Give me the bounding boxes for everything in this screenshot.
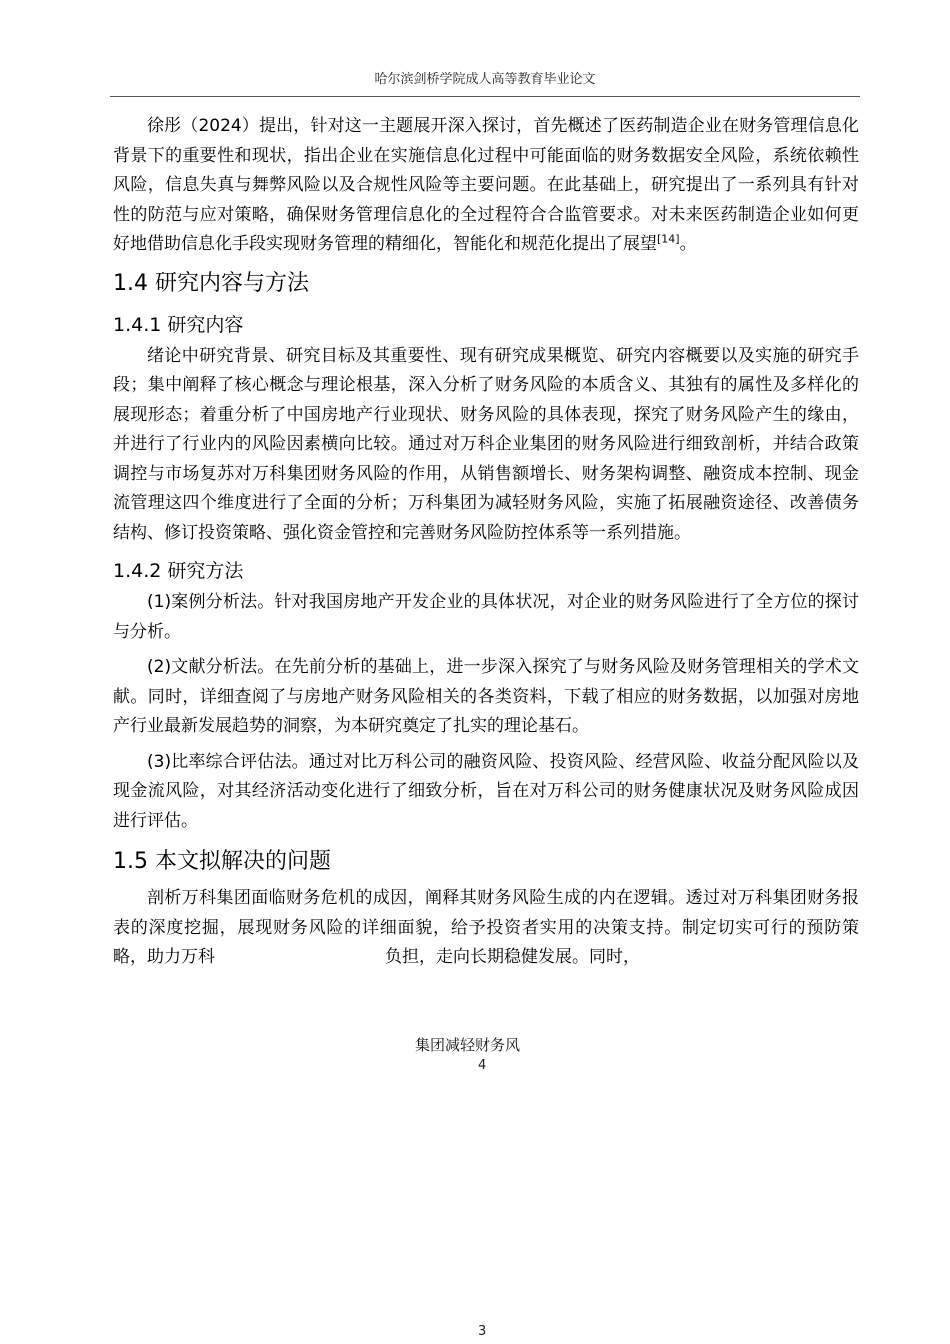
section-1-4-2-title: 1.4.2 研究方法	[113, 560, 244, 582]
research-content-paragraph: 绪论中研究背景、研究目标及其重要性、现有研究成果概览、研究内容概要以及实施的研究手段；集中阐释了核心概念与理论根基，深入分析了财务风险的本质含义、其独有的属性及多样化的展现形态；着重分析了中国房地产行业现状、财务风险的具体表现，探究了财务风险产生的缘由，并进行了行业内的风险因素横向比较。通过对万科企业集团的财务风险进行细致剖析，并结合政策调控与市场复苏对万科集团财务风险的作用，从销售额增长、财务架构调整、融资成本控制、现金流管理这四个维度进行了全面的分析；万科集团为减轻财务风险，实施了拓展融资途径、改善债务结构、修订投资策略、强化资金管控和完善财务风险防控体系等一系列措施。	[113, 345, 859, 543]
inner-page-number: 4	[478, 1058, 487, 1073]
citation-ref: [14]	[657, 232, 680, 246]
document-body	[113, 112, 859, 973]
intro-paragraph	[113, 112, 859, 260]
page-header: 哈尔滨剑桥学院成人高等教育毕业论文	[374, 72, 596, 87]
section-1-5-title: 1.5 本文拟解决的问题	[113, 849, 331, 874]
page-number: 3	[478, 1324, 487, 1339]
section-1-4-1-title: 1.4.1 研究内容	[113, 313, 244, 336]
intro-text: 徐彤（2024）提出，针对这一主题展开深入探讨，首先概述了医药制造企业在财务管理信息化背景下的重要性和现状，指出企业在实施信息化过程中可能面临的财务数据安全风险，系统依赖性风险，信息失真与舞弊风险以及合规性风险等主要问题。在此基础上，研究提出了一系列具有针对性的防范与应对策略，确保财务管理信息化的全过程符合合监管要求。对未来医药制造企业如何更好地借助信息化手段实现财务管理的精细化，智能化和规范化提出了展望	[113, 116, 859, 254]
header-rule	[110, 96, 860, 97]
method-ratio-evaluation: (3)比率综合评估法。通过对比万科公司的融资风险、投资风险、经营风险、收益分配风险以及现金流风险，对其经济活动变化进行了细致分析，旨在对万科公司的财务健康状况及财务风险成因进行评估。	[113, 751, 859, 831]
problems-paragraph: 剖析万科集团面临财务危机的成因，阐释其财务风险生成的内在逻辑。透过对万科集团财务报表的深度挖掘，展现财务风险的详细面貌，给予投资者实用的决策支持。制定切实可行的预防策略，助力万科 负担，走向长期稳健发展。同时，	[113, 888, 859, 967]
overflow-text-fragment: 集团减轻财务风	[415, 1036, 521, 1054]
intro-end: 。	[679, 234, 697, 254]
method-case-analysis: (1)案例分析法。针对我国房地产开发企业的具体状况，对企业的财务风险进行了全方位的探讨与分析。	[113, 592, 859, 642]
method-literature-analysis: (2)文献分析法。在先前分析的基础上，进一步深入探究了与财务风险及财务管理相关的学术文献。同时，详细查阅了与房地产财务风险相关的各类资料，下载了相应的财务数据，以加强对房地产行业最新发展趋势的洞察，为本研究奠定了扎实的理论基石。	[113, 657, 859, 736]
section-1-4-title: 1.4 研究内容与方法	[113, 270, 309, 296]
